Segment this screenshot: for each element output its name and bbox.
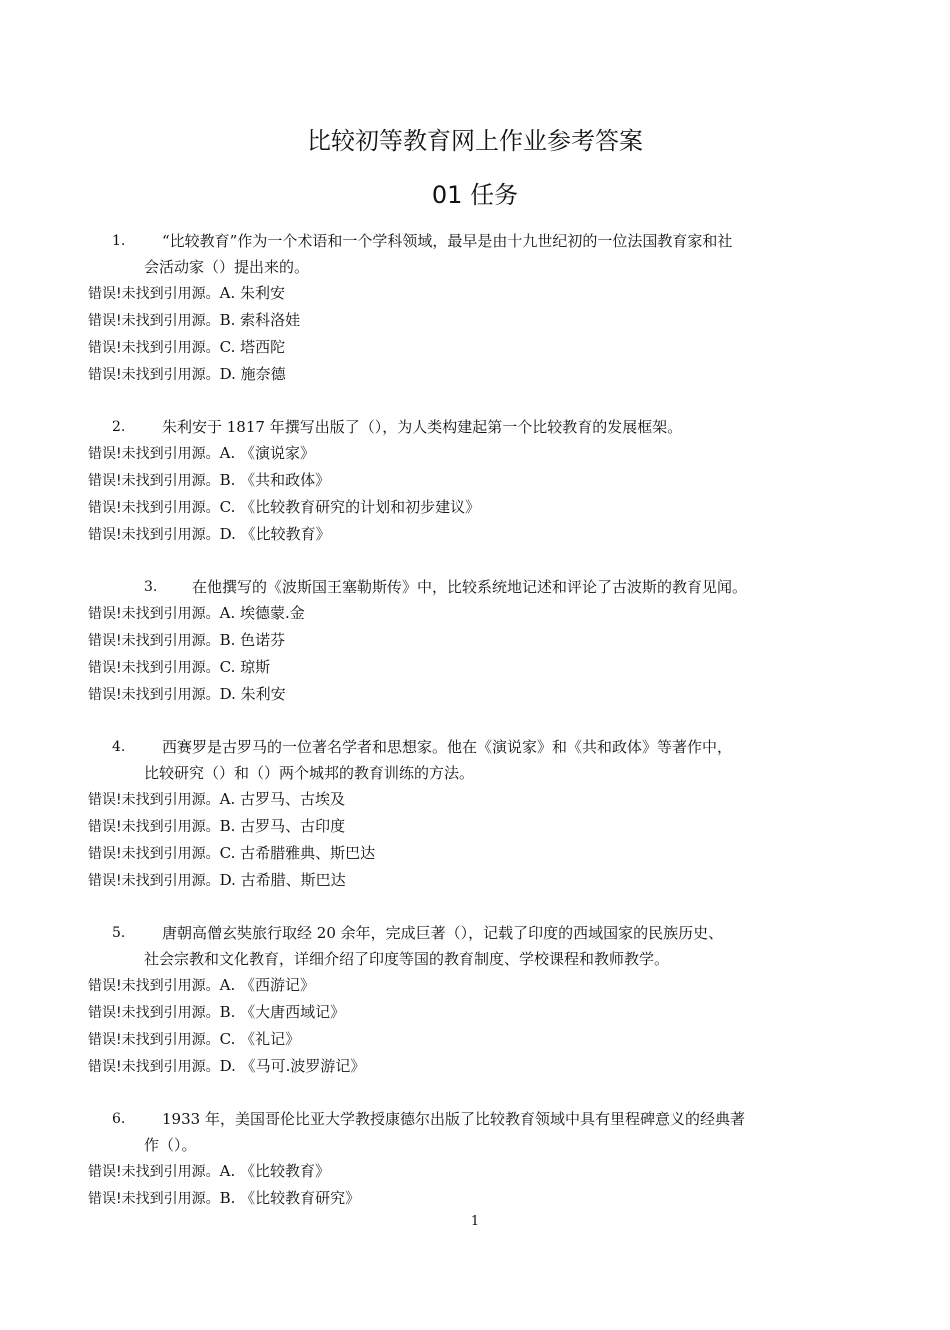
option-text: C. 《礼记》 — [219, 1030, 301, 1048]
question-number: 5. — [112, 925, 126, 941]
option-text: A. 《西游记》 — [219, 976, 315, 994]
question-text: “比较教育”作为一个术语和一个学科领域，最早是由十九世纪初的一位法国教育家和社 — [162, 232, 733, 250]
option-text: A. 《比较教育》 — [219, 1162, 330, 1180]
question-number: 1. — [112, 233, 126, 249]
option-text: D. 《比较教育》 — [219, 525, 331, 543]
question-number: 3. — [144, 579, 158, 595]
option-text: B. 索科洛娃 — [219, 311, 301, 329]
error-prefix: 错误!未找到引用源。 — [88, 633, 220, 649]
error-prefix: 错误!未找到引用源。 — [88, 687, 220, 703]
option-text: D. 古希腊、斯巴达 — [219, 871, 346, 889]
option-text: C. 琼斯 — [219, 658, 271, 676]
option-c — [88, 840, 818, 867]
option-d — [88, 521, 818, 548]
option-d — [88, 361, 818, 388]
question-stem — [88, 574, 818, 600]
question-1 — [88, 228, 818, 388]
section-title: 01 任务 — [431, 181, 519, 209]
error-prefix: 错误!未找到引用源。 — [88, 473, 220, 489]
question-stem — [88, 228, 818, 280]
error-prefix: 错误!未找到引用源。 — [88, 1191, 220, 1207]
question-stem — [88, 414, 818, 440]
error-prefix: 错误!未找到引用源。 — [88, 660, 220, 676]
option-b — [88, 467, 818, 494]
option-text: A. 朱利安 — [219, 284, 285, 302]
question-5 — [88, 920, 818, 1080]
option-d — [88, 681, 818, 708]
question-stem — [88, 1106, 818, 1158]
option-text: B. 《大唐西域记》 — [219, 1003, 346, 1021]
error-prefix: 错误!未找到引用源。 — [88, 446, 220, 462]
question-6 — [88, 1106, 818, 1212]
option-text: D. 《马可.波罗游记》 — [219, 1057, 366, 1075]
option-a — [88, 440, 818, 467]
error-prefix: 错误!未找到引用源。 — [88, 527, 220, 543]
error-prefix: 错误!未找到引用源。 — [88, 286, 220, 302]
option-text: C. 《比较教育研究的计划和初步建议》 — [219, 498, 481, 516]
option-c — [88, 654, 818, 681]
option-b — [88, 1185, 818, 1212]
option-text: A. 埃德蒙.金 — [219, 604, 305, 622]
option-c — [88, 1026, 818, 1053]
option-b — [88, 627, 818, 654]
option-a — [88, 600, 818, 627]
option-b — [88, 813, 818, 840]
question-text-continued: 作（）。 — [144, 1136, 197, 1154]
error-prefix: 错误!未找到引用源。 — [88, 846, 220, 862]
option-b — [88, 999, 818, 1026]
error-prefix: 错误!未找到引用源。 — [88, 792, 220, 808]
option-text: C. 塔西陀 — [219, 338, 286, 356]
option-a — [88, 786, 818, 813]
error-prefix: 错误!未找到引用源。 — [88, 1032, 220, 1048]
question-text: 唐朝高僧玄奘旅行取经 20 余年，完成巨著（），记载了印度的西域国家的民族历史、 — [162, 924, 724, 942]
error-prefix: 错误!未找到引用源。 — [88, 978, 220, 994]
question-4 — [88, 734, 818, 894]
question-2 — [88, 414, 818, 548]
error-prefix: 错误!未找到引用源。 — [88, 340, 220, 356]
question-text: 1933 年，美国哥伦比亚大学教授康德尔出版了比较教育领域中具有里程碑意义的经典著 — [162, 1110, 745, 1128]
question-stem — [88, 734, 818, 786]
error-prefix: 错误!未找到引用源。 — [88, 606, 220, 622]
question-number: 6. — [112, 1111, 126, 1127]
question-text: 在他撰写的《波斯国王塞勒斯传》中，比较系统地记述和评论了古波斯的教育见闻。 — [192, 578, 748, 596]
option-a — [88, 1158, 818, 1185]
option-text: C. 古希腊雅典、斯巴达 — [219, 844, 376, 862]
question-text-continued: 社会宗教和文化教育，详细介绍了印度等国的教育制度、学校课程和教师教学。 — [144, 950, 670, 968]
question-3 — [88, 574, 818, 708]
question-stem — [88, 920, 818, 972]
option-a — [88, 972, 818, 999]
error-prefix: 错误!未找到引用源。 — [88, 1164, 220, 1180]
question-text-continued: 比较研究（）和（）两个城邦的教育训练的方法。 — [144, 764, 475, 782]
error-prefix: 错误!未找到引用源。 — [88, 313, 220, 329]
option-c — [88, 334, 818, 361]
error-prefix: 错误!未找到引用源。 — [88, 1005, 220, 1021]
option-text: D. 施奈德 — [219, 365, 286, 383]
option-text: B. 《共和政体》 — [219, 471, 331, 489]
option-a — [88, 280, 818, 307]
option-d — [88, 1053, 818, 1080]
option-d — [88, 867, 818, 894]
error-prefix: 错误!未找到引用源。 — [88, 873, 220, 889]
question-number: 2. — [112, 419, 126, 435]
error-prefix: 错误!未找到引用源。 — [88, 819, 220, 835]
option-text: D. 朱利安 — [219, 685, 286, 703]
option-text: B. 《比较教育研究》 — [219, 1189, 361, 1207]
question-text: 西赛罗是古罗马的一位著名学者和思想家。他在《演说家》和《共和政体》等著作中， — [162, 738, 733, 756]
option-text: A. 《演说家》 — [219, 444, 315, 462]
option-text: A. 古罗马、古埃及 — [219, 790, 345, 808]
option-b — [88, 307, 818, 334]
option-c — [88, 494, 818, 521]
error-prefix: 错误!未找到引用源。 — [88, 500, 220, 516]
document-title: 比较初等教育网上作业参考答案 — [307, 127, 643, 155]
error-prefix: 错误!未找到引用源。 — [88, 1059, 220, 1075]
error-prefix: 错误!未找到引用源。 — [88, 367, 220, 383]
option-text: B. 古罗马、古印度 — [219, 817, 346, 835]
question-text: 朱利安于 1817 年撰写出版了（），为人类构建起第一个比较教育的发展框架。 — [162, 418, 683, 436]
question-list — [88, 228, 818, 1238]
question-number: 4. — [112, 739, 126, 755]
page-number: 1 — [470, 1214, 480, 1229]
option-text: B. 色诺芬 — [219, 631, 286, 649]
question-text-continued: 会活动家（）提出来的。 — [144, 258, 310, 276]
